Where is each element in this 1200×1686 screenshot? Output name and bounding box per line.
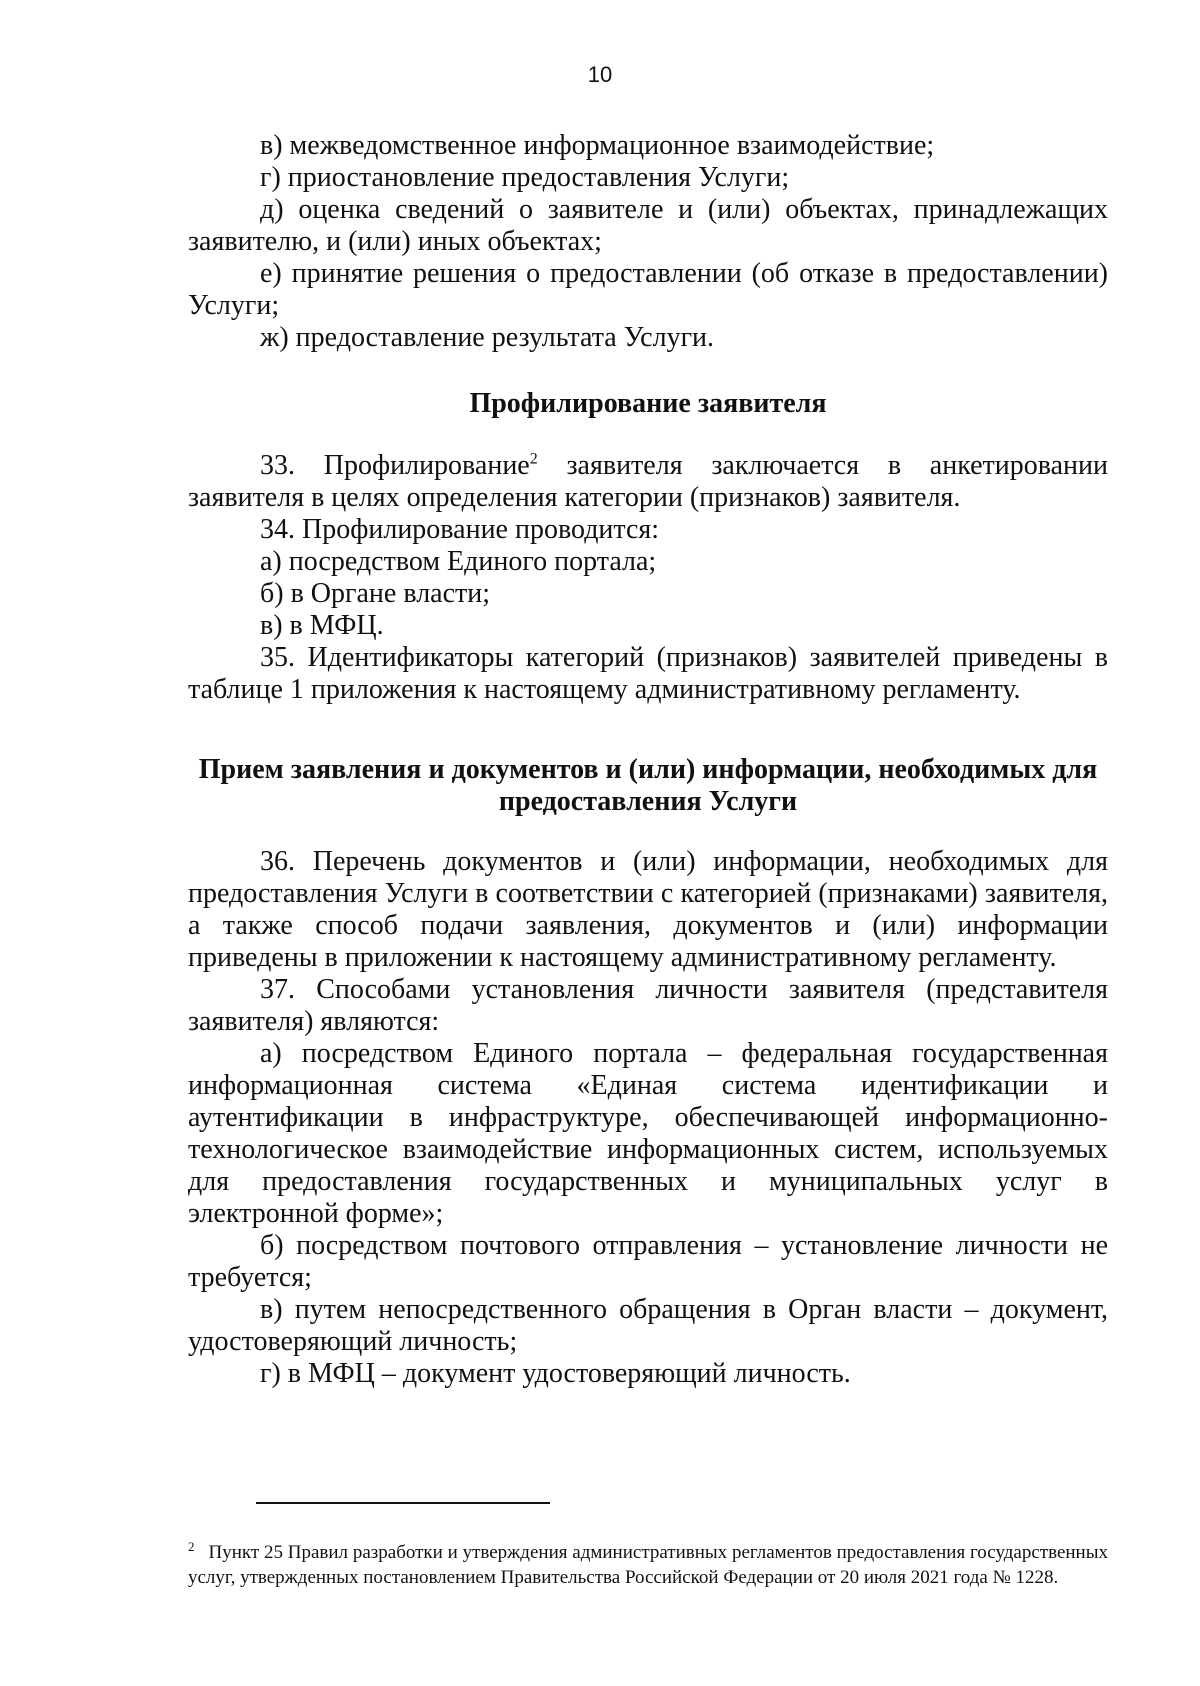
paragraph-36: 36. Перечень документов и (или) информации, необходимых для предоставления Услуги в соответствии с категорией (признаками) заявителя, а также способ подачи заявления, документов и (или) информации приведены в приложении к настоящему административному регламенту.: [188, 846, 1108, 973]
list-item-d: д) оценка сведений о заявителе и (или) объектах, принадлежащих заявителю, и (или) иных объектах;: [188, 194, 1108, 257]
paragraph-37-g: г) в МФЦ – документ удостоверяющий личность.: [260, 1358, 851, 1389]
paragraph-34-a: а) посредством Единого портала;: [260, 546, 657, 577]
footnote: [188, 1540, 1108, 1590]
section-heading-reception-line1: Прием заявления и документов и (или) информации, необходимых для: [198, 754, 1098, 785]
paragraph-37-v: в) путем непосредственного обращения в Орган власти – документ, удостоверяющий личность;: [188, 1294, 1108, 1357]
paragraph-34-v: в) в МФЦ.: [260, 610, 384, 641]
paragraph-37: 37. Способами установления личности заявителя (представителя заявителя) являются:: [188, 974, 1108, 1037]
list-item-e: е) принятие решения о предоставлении (об отказе в предоставлении) Услуги;: [188, 258, 1108, 321]
footnote-text: Пункт 25 Правил разработки и утверждения административных регламентов предоставления государственных услуг, утвержденных постановлением Правительства Российской Федерации от 20 июля 2021 года № 1228.: [188, 1542, 1108, 1588]
footnote-divider: [256, 1502, 550, 1504]
section-heading-reception-line2: предоставления Услуги: [498, 786, 798, 817]
document-body: [188, 130, 1108, 1390]
paragraph-33-start: 33. Профилирование: [260, 450, 530, 481]
footnote-mark: 2: [188, 1538, 195, 1554]
section-heading-reception: [188, 754, 1108, 818]
page-number: 10: [587, 62, 613, 87]
paragraph-37-a: а) посредством Единого портала – федеральная государственная информационная система «Единая система идентификации и аутентификации в инфраструктуре, обеспечивающей информационно-технологическое взаимодействие информационных систем, используемых для предоставления государственных и муниципальных услуг в электронной форме»;: [188, 1038, 1108, 1229]
paragraph-35: 35. Идентификаторы категорий (признаков) заявителей приведены в таблице 1 приложения к настоящему административному регламенту.: [188, 642, 1108, 705]
paragraph-34: 34. Профилирование проводится:: [260, 514, 660, 545]
paragraph-33-rest: заявителя заключается в анкетировании заявителя в целях определения категории (признаков) заявителя.: [188, 450, 1108, 513]
list-item-zh: ж) предоставление результата Услуги.: [260, 322, 715, 353]
paragraph-34-b: б) в Органе власти;: [260, 578, 491, 609]
paragraph-33: [188, 450, 1108, 514]
list-item-g: г) приостановление предоставления Услуги;: [260, 162, 790, 193]
section-heading-profiling: Профилирование заявителя: [469, 388, 827, 419]
list-item-v: в) межведомственное информационное взаимодействие;: [260, 130, 935, 161]
paragraph-37-b: б) посредством почтового отправления – установление личности не требуется;: [188, 1230, 1108, 1293]
footnote-reference: 2: [529, 450, 538, 468]
